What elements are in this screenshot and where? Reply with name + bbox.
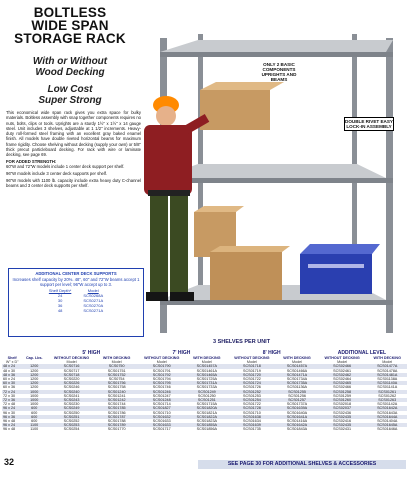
page-number: 32	[4, 457, 15, 467]
model-number: SCS01253	[242, 393, 261, 398]
shelf-size: 48 x 24	[2, 364, 22, 368]
model-number: SCS0717	[63, 368, 80, 373]
deck-model: SCS0270A	[83, 303, 104, 308]
title-line-1: BOLTLESS	[33, 5, 107, 20]
model-number: SCS0254	[63, 427, 80, 432]
model-number: SCS01856A	[196, 427, 217, 432]
model-number: SCS01718	[227, 364, 278, 368]
capacity: 1200	[30, 385, 39, 390]
blue-storage-bin	[300, 244, 380, 294]
subtitle-cost	[10, 84, 130, 106]
model-number: SCS01720	[227, 373, 278, 377]
model-number: SCS01246	[136, 390, 187, 394]
model-number: SCS01136A	[286, 385, 308, 390]
model-number: SCS01822A	[187, 415, 227, 419]
model-number: SCS01255	[277, 390, 317, 394]
deck-support-title: ADDITIONAL CENTER DECK SUPPORTS	[35, 271, 117, 276]
model-number: SCS01632	[136, 415, 187, 419]
col-without-decking: WITHOUT DECKING	[234, 356, 270, 360]
model-number: SCS01821A	[196, 410, 217, 415]
model-number: SCS01471A	[277, 373, 317, 377]
model-number: SCS0251	[46, 415, 97, 419]
col-without-decking: WITHOUT DECKING	[324, 356, 360, 360]
model-number: SCS01263	[367, 398, 407, 402]
shelf-size: 96 x 30	[3, 410, 16, 415]
group-7ft: 7' HIGH	[172, 350, 191, 356]
col-capacity: Cap. Lbs.	[25, 356, 43, 360]
model-number: SCS01477A	[367, 364, 407, 368]
deck-model: SCS0268A	[83, 293, 104, 298]
model-number: SCS01752	[97, 373, 137, 377]
col-shelf-dims: W" x D"	[5, 360, 19, 365]
subtitle-decking-line-1: With or Without	[32, 56, 108, 67]
model-number: SCS01785	[97, 406, 137, 410]
model-number: SCS01634	[242, 419, 261, 424]
col-model: Model	[111, 360, 122, 365]
cardboard-boxes	[194, 82, 290, 300]
subtitle-cost-line-2: Super Strong	[38, 95, 102, 106]
model-number: SCS0243	[46, 398, 97, 402]
model-number: SCS01404A	[377, 419, 398, 424]
see-page-banner: SEE PAGE 30 FOR ADDITIONAL SHELVES & ACCESSORIES	[198, 460, 406, 469]
shelf-size: 96 x 36	[2, 415, 22, 419]
model-number: SCS01642A	[367, 406, 407, 410]
model-number: SCS01719	[242, 368, 261, 373]
col-without-decking: WITHOUT DECKING	[144, 356, 180, 360]
shelf-size: 72 x 30	[3, 393, 16, 398]
model-number: SCS01827	[136, 406, 187, 410]
model-number: SCS01478A	[377, 368, 398, 373]
model-number: SCS01717	[152, 427, 171, 432]
deck-model: SCS0271A	[83, 308, 104, 313]
model-number: SCS02416	[333, 419, 352, 424]
subtitle-decking	[10, 56, 130, 78]
components-callout: ONLY 2 BASIC COMPONENTS UPRIGHTS AND BEAMS	[254, 62, 304, 82]
model-number: SCS02462	[317, 373, 368, 377]
model-number: SCS01249	[187, 390, 227, 394]
model-number: SCS0253	[46, 423, 97, 427]
shelf-size: 96 x 48	[3, 427, 16, 432]
model-number: SCS01457A	[277, 364, 317, 368]
model-number: SCS02465	[317, 381, 368, 385]
page-title	[10, 6, 130, 45]
deck-support-box	[8, 268, 144, 337]
added-strength-note-3: 96"W models with 1100 lb. capacity include extra heavy duty C-channel beams and 3 center deck supports per shelf.	[6, 178, 141, 189]
model-number: SCS01786	[107, 410, 126, 415]
col-model: Model	[246, 360, 257, 365]
model-number: SCS01646A	[377, 427, 398, 432]
model-number: SCS01751	[107, 368, 126, 373]
model-number: SCS0252	[63, 419, 80, 424]
capacity: 600	[31, 410, 38, 415]
capacity: 1000	[22, 390, 46, 394]
col-model: Model	[291, 360, 303, 365]
capacity: 1200	[30, 368, 39, 373]
model-number: SCS02466	[317, 364, 368, 368]
model-number: SCS01641A	[277, 415, 317, 419]
model-number: SCS01731A	[187, 381, 227, 385]
model-number: SCS0249	[46, 406, 97, 410]
model-number: SCS0718	[46, 373, 97, 377]
model-number: SCS01252	[227, 390, 278, 394]
pricing-table-body	[2, 364, 407, 431]
model-number: SCS02435	[317, 415, 368, 419]
model-number: SCS01262	[378, 393, 397, 398]
model-number: SCS01792	[136, 373, 187, 377]
model-number: SCS01247	[152, 393, 171, 398]
model-number: SCS01855A	[187, 423, 227, 427]
model-number: SCS02461	[333, 368, 352, 373]
model-number: SCS02435	[317, 423, 368, 427]
model-number: SCS01261	[367, 390, 407, 394]
model-number: SCS01644A	[367, 415, 407, 419]
col-model: Model	[156, 360, 167, 365]
title-line-2: WIDE SPAN	[31, 18, 109, 33]
model-number: SCS01241	[107, 393, 126, 398]
capacity: 1100	[30, 427, 39, 432]
model-number: SCS01138A	[377, 377, 398, 382]
deck-col-depth: Shelf Depth*	[48, 288, 72, 293]
model-number: SCS01791	[152, 368, 171, 373]
pricing-table	[2, 350, 407, 432]
model-number: SCS02464	[333, 377, 352, 382]
deck-depth: 48	[57, 308, 63, 313]
model-number: SCS0250	[63, 410, 80, 415]
model-number: SCS01790	[136, 364, 187, 368]
capacity: 1000	[30, 393, 39, 398]
capacity: 1200	[30, 377, 39, 382]
model-number: SCS01737A	[286, 402, 308, 407]
model-number: SCS01710	[242, 410, 261, 415]
model-number: SCS01461A	[196, 368, 217, 373]
model-number: SCS01140A	[367, 381, 407, 385]
subtitle-cost-line-1: Low Cost	[47, 84, 93, 95]
group-5ft: 5' HIGH	[82, 350, 101, 356]
title-line-3: STORAGE RACK	[14, 31, 126, 46]
assembly-callout: DOUBLE RIVET EASY LOCK-IN ASSEMBLY	[345, 119, 393, 129]
model-number: SCS01639	[227, 423, 278, 427]
col-model: Model	[382, 360, 393, 365]
capacity: 600	[31, 419, 38, 424]
capacity: 1200	[22, 373, 46, 377]
shelf-size: 96 x 24	[2, 406, 22, 410]
model-number: SCS01240	[97, 390, 137, 394]
model-number: SCS0240	[46, 390, 97, 394]
shelf-size: 60 x 30	[2, 381, 22, 385]
model-number: SCS01258	[317, 390, 368, 394]
model-number: SCS01142A	[377, 402, 398, 407]
model-number: SCS01257	[277, 398, 317, 402]
model-number: SCS01642A	[277, 423, 317, 427]
model-number: SCS01735	[242, 427, 261, 432]
model-number: SCS01638	[227, 415, 278, 419]
shelf-size: 72 x 36	[2, 398, 22, 402]
group-additional-level: ADDITIONAL LEVEL	[337, 350, 386, 356]
model-number: SCS02037	[317, 406, 368, 410]
added-strength-note-2: 96"W models include 3 center deck supports per shelf.	[6, 171, 108, 177]
col-with-decking: WITH DECKING	[193, 356, 221, 360]
description-text: This economical wide span rack gives you extra space for bulky materials. Boltless assembly with snap together components requires no nuts, bolts, clips or tools. Uprights are a sturdy 1½" x 1½" x 14 gauge steel. Unit includes 3 shelves, adjustable at 1 1/2" increments. Heavy-duty roll-formed steel framing with an excellent gray baked enamel finish. All models have double riveted horizontal beams for maximum frame rigidity. Choose shelving without decking (supply your own) or 5/8" thick precut particleboard decking. For rack with wire or laminate decking, see page 69.	[6, 110, 141, 158]
capacity: 1000	[22, 398, 46, 402]
model-number: SCS01248	[136, 398, 187, 402]
model-number: SCS01843A	[286, 427, 308, 432]
shelf-size: 72 x 24	[2, 390, 22, 394]
model-number: SCS0220	[63, 377, 80, 382]
deck-depth: 30	[57, 298, 63, 303]
model-number: SCS01643A	[377, 410, 398, 415]
capacity: 600	[22, 406, 46, 410]
model-number: SCS01725A	[196, 377, 217, 382]
subtitle-decking-line-2: Wood Decking	[35, 67, 105, 78]
shelf-size: 60 x 36	[3, 385, 16, 390]
deck-support-table	[43, 288, 109, 313]
model-number: SCS0750	[97, 364, 137, 368]
model-number: SCS01259	[333, 393, 352, 398]
model-number: SCS01756	[97, 381, 137, 385]
added-strength-note-1: 60"W and 72"W models include 1 center deck support per shelf.	[6, 164, 125, 170]
model-number: SCS01481A	[367, 373, 407, 377]
deck-depth: 36	[57, 303, 63, 308]
col-without-decking: WITHOUT DECKING	[53, 356, 90, 360]
model-number: SCS01640A	[286, 410, 308, 415]
model-number: SCS01633	[152, 419, 171, 424]
shelf-size: 96 x 48	[3, 419, 16, 424]
col-with-decking: WITH DECKING	[102, 356, 131, 360]
model-number: SCS01416A	[286, 419, 308, 424]
added-strength-heading: FOR ADDED STRENGTH:	[6, 159, 57, 165]
model-number: SCS01770	[107, 427, 126, 432]
model-number: SCS0246	[63, 385, 80, 390]
model-number: SCS02018	[333, 402, 352, 407]
model-number: SCS01639A	[277, 406, 317, 410]
model-number: SCS02466	[333, 385, 352, 390]
model-number: SCS01260	[317, 398, 368, 402]
model-number: SCS01820A	[187, 406, 227, 410]
model-number: SCS01795	[136, 381, 187, 385]
model-number: SCS01714	[152, 402, 171, 407]
model-number: SCS0716	[46, 364, 97, 368]
model-number: SCS01787	[97, 415, 137, 419]
shelf-size: 48 x 30	[3, 368, 16, 373]
capacity: 1200	[22, 381, 46, 385]
model-number: SCS01141A	[377, 385, 398, 390]
model-number: SCS01256	[288, 393, 306, 398]
deck-col-model: Model	[87, 288, 99, 293]
model-number: SCS01733A	[196, 385, 217, 390]
model-number: SCS01251	[187, 398, 227, 402]
model-number: SCS01645A	[367, 423, 407, 427]
shelf-size: 60 x 24	[3, 377, 16, 382]
model-number: SCS01722	[242, 377, 261, 382]
model-number: SCS01788	[107, 419, 126, 424]
model-number: SCS01724	[227, 381, 278, 385]
col-model: Model	[337, 360, 348, 365]
model-number: SCS01722	[242, 402, 261, 407]
model-number: SCS01735A	[277, 381, 317, 385]
model-number: SCS01465A	[187, 373, 227, 377]
col-with-decking: WITH DECKING	[373, 356, 401, 360]
deck-depth: 24	[57, 293, 63, 298]
model-number: SCS01466A	[286, 368, 308, 373]
model-number: SCS01457A	[187, 364, 227, 368]
model-number: SCS01789	[97, 423, 137, 427]
capacity: 600	[22, 415, 46, 419]
model-number: SCS01254	[227, 398, 278, 402]
col-shelf: Shelf	[7, 356, 17, 360]
model-number: SCS01758	[107, 385, 126, 390]
capacity: 1100	[22, 423, 46, 427]
deck-model: SCS0271A	[83, 298, 104, 303]
col-with-decking: WITH DECKING	[283, 356, 311, 360]
model-number: SCS0230	[63, 402, 80, 407]
model-number: SCS01715A	[196, 402, 217, 407]
capacity: 1000	[30, 402, 39, 407]
model-number: SCS01250	[197, 393, 216, 398]
model-number: SCS01746	[152, 385, 171, 390]
model-number: SCS0226	[46, 381, 97, 385]
model-number: SCS01242	[97, 398, 137, 402]
model-number: SCS02436	[333, 410, 352, 415]
shelves-per-unit-label: 3 SHELVES PER UNIT	[213, 339, 271, 345]
model-number: SCS01726	[242, 385, 261, 390]
capacity: 1200	[22, 364, 46, 368]
col-model: Model	[66, 360, 77, 365]
model-number: SCS01710	[152, 410, 171, 415]
table-row	[2, 427, 407, 431]
col-model: Model	[201, 360, 212, 365]
shelf-size: 96 x 24	[2, 423, 22, 427]
model-number: SCS01728	[227, 406, 278, 410]
shelf-size: 72 x 48	[3, 402, 16, 407]
model-number: SCS01633	[136, 423, 187, 427]
deck-support-body: Increases shelf capacity by 20%. 48", 60" and 72"W beams accept 1 support per level; 96"W accept up to 3.	[12, 277, 140, 287]
product-description	[6, 110, 141, 190]
model-number: SCS0754	[108, 377, 125, 382]
shelf-size: 48 x 36	[2, 373, 22, 377]
model-number: SCS01734A	[286, 377, 308, 382]
model-number: SCS02431	[333, 427, 352, 432]
model-number: SCS01823A	[196, 419, 217, 424]
group-8ft: 8' HIGH	[262, 350, 281, 356]
model-number: SCS01794	[152, 377, 171, 382]
model-number: SCS0241	[63, 393, 80, 398]
model-number: SCS01744	[107, 402, 126, 407]
